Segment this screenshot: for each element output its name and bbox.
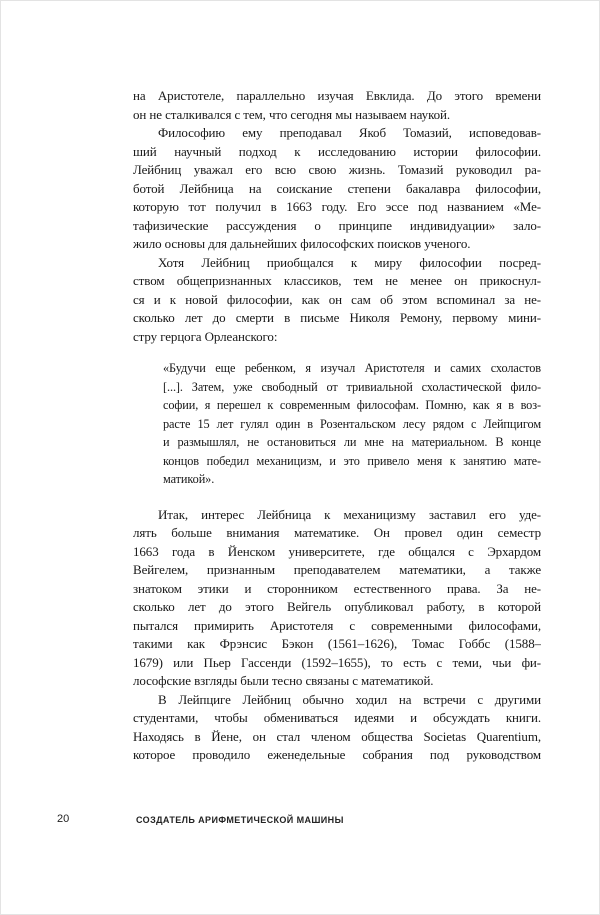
text-line: [...]. Затем, уже свободный от тривиальной схоластической фило- — [163, 379, 541, 394]
text-line: сколько лет до смерти в письме Николя Ремону, первому мини- — [133, 310, 541, 325]
paragraph — [133, 506, 541, 691]
text-line: на Аристотеле, параллельно изучая Евклида. До этого времени — [133, 88, 541, 103]
text-line: софии, я перешел к современным философам. Помню, как я в воз- — [163, 398, 541, 412]
paragraph — [133, 87, 541, 124]
text-line: 1679) или Пьер Гассенди (1592–1655), то есть с теми, чьи фи- — [133, 654, 541, 670]
running-title: СОЗДАТЕЛЬ АРИФМЕТИЧЕСКОЙ МАШИНЫ — [136, 815, 344, 825]
text-line: Итак, интерес Лейбница к механицизму заставил его уде- — [158, 506, 541, 522]
quote-block — [163, 359, 541, 489]
text-line: пытался примирить Аристотеля с современными философами, — [133, 617, 541, 633]
text-line: «Будучи еще ребенком, я изучал Аристотеля и самих схоластов — [163, 361, 541, 375]
text-line: ством общепризнанных классиков, тем не менее он прикоснул- — [133, 273, 541, 288]
text-line: 1663 года в Йенском университете, где общался с Эрхардом — [133, 543, 541, 559]
page-number: 20 — [57, 813, 70, 825]
text-line: которую тот получил в 1663 году. Его эссе под названием «Ме- — [133, 199, 541, 214]
paragraph — [133, 691, 541, 765]
text-line: студентами, чтобы обмениваться идеями и обсуждать книги. — [133, 710, 541, 725]
text-line: В Лейпциге Лейбниц обычно ходил на встречи с другими — [158, 691, 541, 707]
text-line: матикой». — [163, 472, 215, 486]
text-line: ший научный подход к исследованию истории философии. — [133, 143, 541, 159]
page-footer — [1, 813, 599, 833]
page-text — [133, 87, 541, 765]
text-line: он не сталкивался с тем, что сегодня мы называем наукой. — [133, 106, 451, 122]
text-line: Лейбниц уважал его всю свою жизнь. Томазий руководил ра- — [133, 162, 541, 177]
text-line: концов победил механицизм, и это привело меня к занятию мате- — [163, 453, 541, 468]
text-line: и размышлял, не остановиться ли мне на материальном. В конце — [163, 435, 541, 449]
text-line: Вейгелем, признанным преподавателем математики, а также — [133, 562, 541, 577]
text-line: лять больше внимания математике. Он провел один семестр — [133, 525, 541, 540]
text-line: расте 15 лет гулял один в Розентальском лесу рядом с Лейпцигом — [163, 416, 541, 431]
text-line: стру герцога Орлеанского: — [133, 328, 278, 344]
text-line: Философию ему преподавал Якоб Томазий, исповедовав- — [158, 125, 541, 140]
text-line: которое проводило еженедельные собрания под руководством — [133, 747, 541, 762]
text-line: ся и к новой философии, как он сам об этом вспоминал за не- — [133, 291, 541, 307]
text-line: знатоком этики и сторонником естественного права. За не- — [133, 580, 541, 596]
text-line: Хотя Лейбниц приобщался к миру философии посред- — [158, 254, 541, 270]
text-line: жило основы для дальнейших философских поисков ученого. — [133, 236, 471, 251]
paragraph — [133, 124, 541, 254]
text-line: Находясь в Йене, он стал членом общества Societas Quarentium, — [133, 728, 541, 744]
text-line: ботой Лейбница на соискание степени бакалавра философии, — [133, 180, 541, 196]
paragraph — [133, 254, 541, 347]
text-line: лософские взгляды были тесно связаны с математикой. — [133, 673, 434, 688]
text-line: сколько лет до этого Вейгель опубликовал работу, в которой — [133, 599, 541, 614]
text-line: тафизические рассуждения о принципе индивидуации» зало- — [133, 217, 541, 233]
text-line: такими как Фрэнсис Бэкон (1561–1626), Томас Гоббс (1588– — [133, 636, 541, 651]
